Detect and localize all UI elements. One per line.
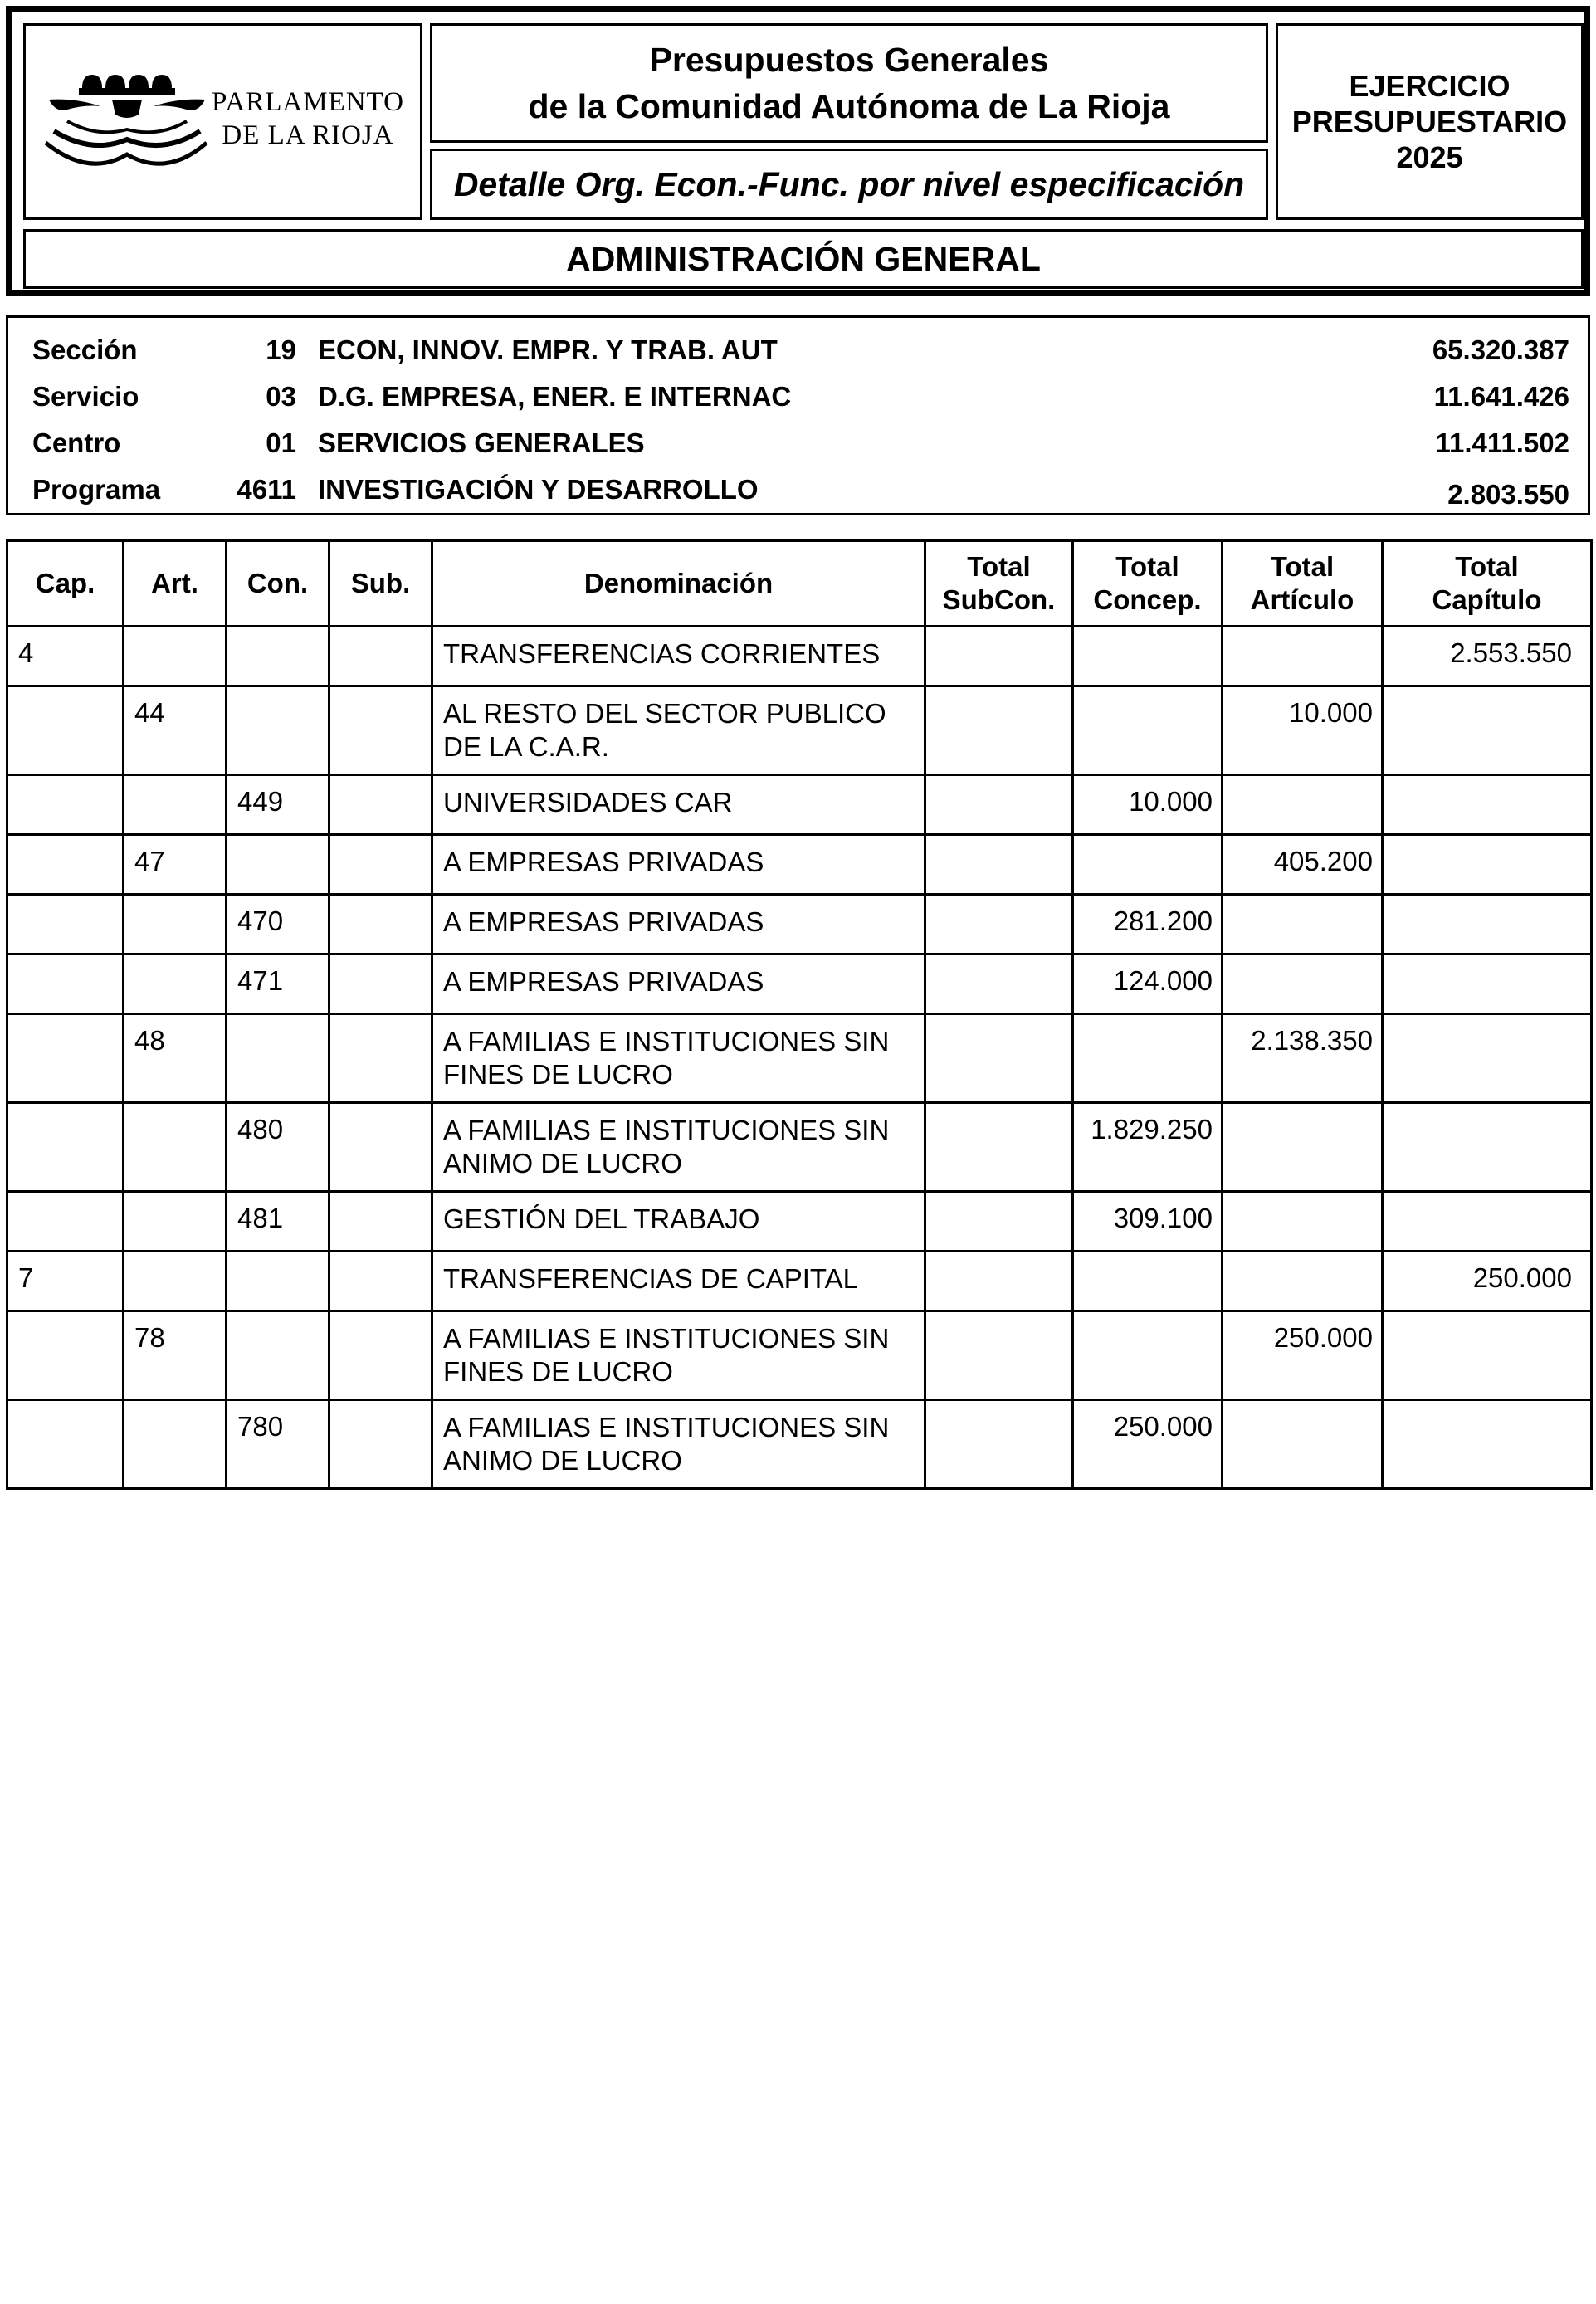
cell-cap bbox=[7, 1103, 124, 1192]
fiscal-year-box bbox=[1276, 23, 1584, 220]
document-subtitle bbox=[430, 149, 1268, 220]
cell-total-concep: 124.000 bbox=[1073, 954, 1223, 1014]
col-header-total-articulo bbox=[1223, 541, 1383, 627]
info-label: Sección bbox=[32, 334, 138, 365]
info-name: D.G. EMPRESA, ENER. E INTERNAC bbox=[318, 381, 792, 412]
cell-art bbox=[124, 1103, 227, 1192]
cell-total-articulo bbox=[1223, 627, 1383, 686]
header-line: SubCon. bbox=[942, 584, 1056, 615]
cell-total-concep: 10.000 bbox=[1073, 775, 1223, 835]
info-row-seccion bbox=[8, 334, 1588, 368]
table-row bbox=[7, 627, 1592, 686]
cell-total-concep bbox=[1073, 1014, 1223, 1103]
cell-total-capitulo bbox=[1383, 1103, 1592, 1192]
info-name: ECON, INNOV. EMPR. Y TRAB. AUT bbox=[318, 334, 778, 365]
cell-total-articulo bbox=[1223, 1252, 1383, 1311]
cell-sub bbox=[329, 1014, 432, 1103]
cell-total-capitulo bbox=[1383, 1400, 1592, 1489]
cell-con bbox=[227, 627, 329, 686]
parliament-logo-box bbox=[23, 23, 422, 220]
title-line-1: Presupuestos Generales bbox=[649, 41, 1049, 79]
cell-denominacion bbox=[432, 1192, 925, 1252]
cell-denominacion bbox=[432, 1103, 925, 1192]
cell-total-capitulo bbox=[1383, 1014, 1592, 1103]
info-label: Programa bbox=[32, 474, 161, 505]
table-row bbox=[7, 1192, 1592, 1252]
denominacion-line: A FAMILIAS E INSTITUCIONES SIN bbox=[443, 1323, 890, 1354]
info-amount: 2.803.550 bbox=[1447, 479, 1569, 510]
header-line: Total bbox=[967, 551, 1031, 582]
fiscal-year-line-2: PRESUPUESTARIO bbox=[1291, 105, 1568, 139]
denominacion-line: ANIMO DE LUCRO bbox=[443, 1148, 682, 1179]
cell-con bbox=[227, 1014, 329, 1103]
cell-total-subcon bbox=[925, 954, 1073, 1014]
info-amount: 11.411.502 bbox=[1435, 427, 1569, 458]
cell-total-subcon bbox=[925, 895, 1073, 954]
cell-total-articulo: 405.200 bbox=[1223, 835, 1383, 895]
cell-total-articulo bbox=[1223, 1400, 1383, 1489]
cell-total-concep bbox=[1073, 627, 1223, 686]
cell-sub bbox=[329, 1192, 432, 1252]
cell-con: 470 bbox=[227, 895, 329, 954]
section-band bbox=[23, 229, 1584, 289]
cell-total-concep bbox=[1073, 1311, 1223, 1400]
cell-con: 481 bbox=[227, 1192, 329, 1252]
organization-info-box bbox=[6, 315, 1590, 515]
cell-denominacion bbox=[432, 1014, 925, 1103]
cell-total-articulo bbox=[1223, 954, 1383, 1014]
denominacion-line: TRANSFERENCIAS CORRIENTES bbox=[443, 638, 881, 669]
info-row-programa bbox=[8, 474, 1588, 510]
cell-total-subcon bbox=[925, 1400, 1073, 1489]
table-row bbox=[7, 1014, 1592, 1103]
cell-sub bbox=[329, 1252, 432, 1311]
info-name: SERVICIOS GENERALES bbox=[318, 427, 645, 458]
denominacion-line: A EMPRESAS PRIVADAS bbox=[443, 906, 764, 937]
cell-sub bbox=[329, 835, 432, 895]
cell-total-articulo bbox=[1223, 895, 1383, 954]
cell-total-capitulo bbox=[1383, 686, 1592, 775]
cell-total-capitulo: 250.000 bbox=[1383, 1252, 1592, 1311]
cell-total-articulo: 10.000 bbox=[1223, 686, 1383, 775]
denominacion-line: A FAMILIAS E INSTITUCIONES SIN bbox=[443, 1412, 890, 1442]
cell-art bbox=[124, 1192, 227, 1252]
table-row bbox=[7, 1400, 1592, 1489]
table-row bbox=[7, 1103, 1592, 1192]
cell-total-concep bbox=[1073, 835, 1223, 895]
cell-sub bbox=[329, 686, 432, 775]
info-code: 03 bbox=[266, 381, 296, 412]
cell-total-articulo bbox=[1223, 1192, 1383, 1252]
cell-sub bbox=[329, 775, 432, 835]
table-row bbox=[7, 1252, 1592, 1311]
denominacion-line: A EMPRESAS PRIVADAS bbox=[443, 966, 764, 997]
cell-cap bbox=[7, 1192, 124, 1252]
cell-total-subcon bbox=[925, 1192, 1073, 1252]
table-row bbox=[7, 1311, 1592, 1400]
header-line: Concep. bbox=[1093, 584, 1202, 615]
cell-con bbox=[227, 686, 329, 775]
cell-art: 47 bbox=[124, 835, 227, 895]
cell-art: 48 bbox=[124, 1014, 227, 1103]
cell-denominacion bbox=[432, 686, 925, 775]
cell-art bbox=[124, 775, 227, 835]
cell-denominacion bbox=[432, 1400, 925, 1489]
section-band-text: ADMINISTRACIÓN GENERAL bbox=[566, 239, 1041, 278]
cell-cap bbox=[7, 1311, 124, 1400]
cell-total-subcon bbox=[925, 627, 1073, 686]
denominacion-line: FINES DE LUCRO bbox=[443, 1059, 673, 1090]
cell-total-subcon bbox=[925, 1252, 1073, 1311]
cell-cap bbox=[7, 775, 124, 835]
cell-art bbox=[124, 895, 227, 954]
cell-total-articulo bbox=[1223, 1103, 1383, 1192]
info-code: 19 bbox=[266, 334, 296, 365]
info-row-servicio bbox=[8, 381, 1588, 414]
denominacion-line: UNIVERSIDADES CAR bbox=[443, 787, 733, 818]
col-header-art: Art. bbox=[124, 541, 227, 627]
header-line: Total bbox=[1115, 551, 1179, 582]
cell-denominacion bbox=[432, 1311, 925, 1400]
cell-sub bbox=[329, 1400, 432, 1489]
col-header-denominacion: Denominación bbox=[432, 541, 925, 627]
cell-total-concep: 281.200 bbox=[1073, 895, 1223, 954]
table-row bbox=[7, 895, 1592, 954]
col-header-con: Con. bbox=[227, 541, 329, 627]
info-row-centro bbox=[8, 427, 1588, 461]
cell-denominacion bbox=[432, 627, 925, 686]
cell-total-subcon bbox=[925, 1103, 1073, 1192]
cell-total-capitulo bbox=[1383, 895, 1592, 954]
cell-art bbox=[124, 627, 227, 686]
cell-total-concep: 1.829.250 bbox=[1073, 1103, 1223, 1192]
cell-total-subcon bbox=[925, 686, 1073, 775]
table-body bbox=[7, 627, 1592, 1489]
cell-total-subcon bbox=[925, 835, 1073, 895]
cell-sub bbox=[329, 1103, 432, 1192]
denominacion-line: AL RESTO DEL SECTOR PUBLICO bbox=[443, 698, 886, 729]
table-row bbox=[7, 835, 1592, 895]
cell-cap bbox=[7, 835, 124, 895]
header-line: Capítulo bbox=[1432, 584, 1542, 615]
cell-con bbox=[227, 1311, 329, 1400]
cell-total-articulo bbox=[1223, 775, 1383, 835]
cell-total-concep bbox=[1073, 1252, 1223, 1311]
cell-con bbox=[227, 835, 329, 895]
cell-total-subcon bbox=[925, 1311, 1073, 1400]
cell-denominacion bbox=[432, 954, 925, 1014]
cell-art: 44 bbox=[124, 686, 227, 775]
cell-sub bbox=[329, 954, 432, 1014]
cell-denominacion bbox=[432, 895, 925, 954]
col-header-cap: Cap. bbox=[7, 541, 124, 627]
cell-total-capitulo bbox=[1383, 954, 1592, 1014]
cell-total-concep: 250.000 bbox=[1073, 1400, 1223, 1489]
cell-art bbox=[124, 954, 227, 1014]
logo-line-2: DE LA RIOJA bbox=[222, 120, 394, 150]
denominacion-line: DE LA C.A.R. bbox=[443, 731, 609, 762]
cell-sub bbox=[329, 627, 432, 686]
header-line: Artículo bbox=[1250, 584, 1354, 615]
cell-sub bbox=[329, 1311, 432, 1400]
cell-cap bbox=[7, 686, 124, 775]
cell-art bbox=[124, 1400, 227, 1489]
cell-cap bbox=[7, 895, 124, 954]
cell-cap: 4 bbox=[7, 627, 124, 686]
cell-cap bbox=[7, 1400, 124, 1489]
cell-con: 471 bbox=[227, 954, 329, 1014]
denominacion-line: FINES DE LUCRO bbox=[443, 1356, 673, 1387]
logo-line-1: PARLAMENTO bbox=[212, 87, 404, 117]
cell-con: 449 bbox=[227, 775, 329, 835]
cell-cap: 7 bbox=[7, 1252, 124, 1311]
table-row bbox=[7, 954, 1592, 1014]
table-row bbox=[7, 686, 1592, 775]
denominacion-line: GESTIÓN DEL TRABAJO bbox=[443, 1203, 760, 1234]
document-header bbox=[6, 6, 1590, 296]
cell-total-articulo: 2.138.350 bbox=[1223, 1014, 1383, 1103]
cell-total-subcon bbox=[925, 775, 1073, 835]
cell-con: 480 bbox=[227, 1103, 329, 1192]
cell-con bbox=[227, 1252, 329, 1311]
parliament-emblem-icon bbox=[42, 63, 208, 188]
cell-denominacion bbox=[432, 775, 925, 835]
cell-total-articulo: 250.000 bbox=[1223, 1311, 1383, 1400]
cell-total-subcon bbox=[925, 1014, 1073, 1103]
cell-con: 780 bbox=[227, 1400, 329, 1489]
info-code: 01 bbox=[266, 427, 296, 458]
cell-art bbox=[124, 1252, 227, 1311]
cell-total-capitulo bbox=[1383, 775, 1592, 835]
info-code: 4611 bbox=[237, 474, 296, 505]
cell-total-concep bbox=[1073, 686, 1223, 775]
info-name: INVESTIGACIÓN Y DESARROLLO bbox=[318, 474, 759, 505]
document-title-box bbox=[430, 23, 1268, 143]
header-line: Total bbox=[1270, 551, 1335, 582]
cell-cap bbox=[7, 954, 124, 1014]
table-row bbox=[7, 775, 1592, 835]
header-line: Total bbox=[1455, 551, 1519, 582]
info-amount: 11.641.426 bbox=[1433, 381, 1569, 412]
parliament-name bbox=[196, 85, 420, 152]
col-header-total-capitulo bbox=[1383, 541, 1592, 627]
cell-denominacion bbox=[432, 835, 925, 895]
denominacion-line: TRANSFERENCIAS DE CAPITAL bbox=[443, 1263, 858, 1294]
denominacion-line: A FAMILIAS E INSTITUCIONES SIN bbox=[443, 1115, 890, 1145]
denominacion-line: ANIMO DE LUCRO bbox=[443, 1445, 682, 1476]
cell-total-capitulo bbox=[1383, 1192, 1592, 1252]
info-label: Servicio bbox=[32, 381, 139, 412]
title-line-2: de la Comunidad Autónoma de La Rioja bbox=[528, 87, 1170, 125]
cell-total-concep: 309.100 bbox=[1073, 1192, 1223, 1252]
info-amount: 65.320.387 bbox=[1432, 334, 1569, 365]
col-header-sub: Sub. bbox=[329, 541, 432, 627]
table-header-row bbox=[7, 541, 1592, 627]
cell-total-capitulo bbox=[1383, 1311, 1592, 1400]
denominacion-line: A EMPRESAS PRIVADAS bbox=[443, 847, 764, 877]
cell-total-capitulo: 2.553.550 bbox=[1383, 627, 1592, 686]
fiscal-year-line-1: EJERCICIO bbox=[1349, 69, 1511, 103]
cell-art: 78 bbox=[124, 1311, 227, 1400]
fiscal-year-value: 2025 bbox=[1396, 140, 1463, 174]
cell-sub bbox=[329, 895, 432, 954]
cell-cap bbox=[7, 1014, 124, 1103]
cell-total-capitulo bbox=[1383, 835, 1592, 895]
col-header-total-concep bbox=[1073, 541, 1223, 627]
subtitle-text: Detalle Org. Econ.-Func. por nivel especificación bbox=[453, 164, 1245, 203]
col-header-total-subcon bbox=[925, 541, 1073, 627]
cell-denominacion bbox=[432, 1252, 925, 1311]
info-label: Centro bbox=[32, 427, 121, 458]
denominacion-line: A FAMILIAS E INSTITUCIONES SIN bbox=[443, 1026, 890, 1057]
budget-table bbox=[6, 539, 1593, 1490]
